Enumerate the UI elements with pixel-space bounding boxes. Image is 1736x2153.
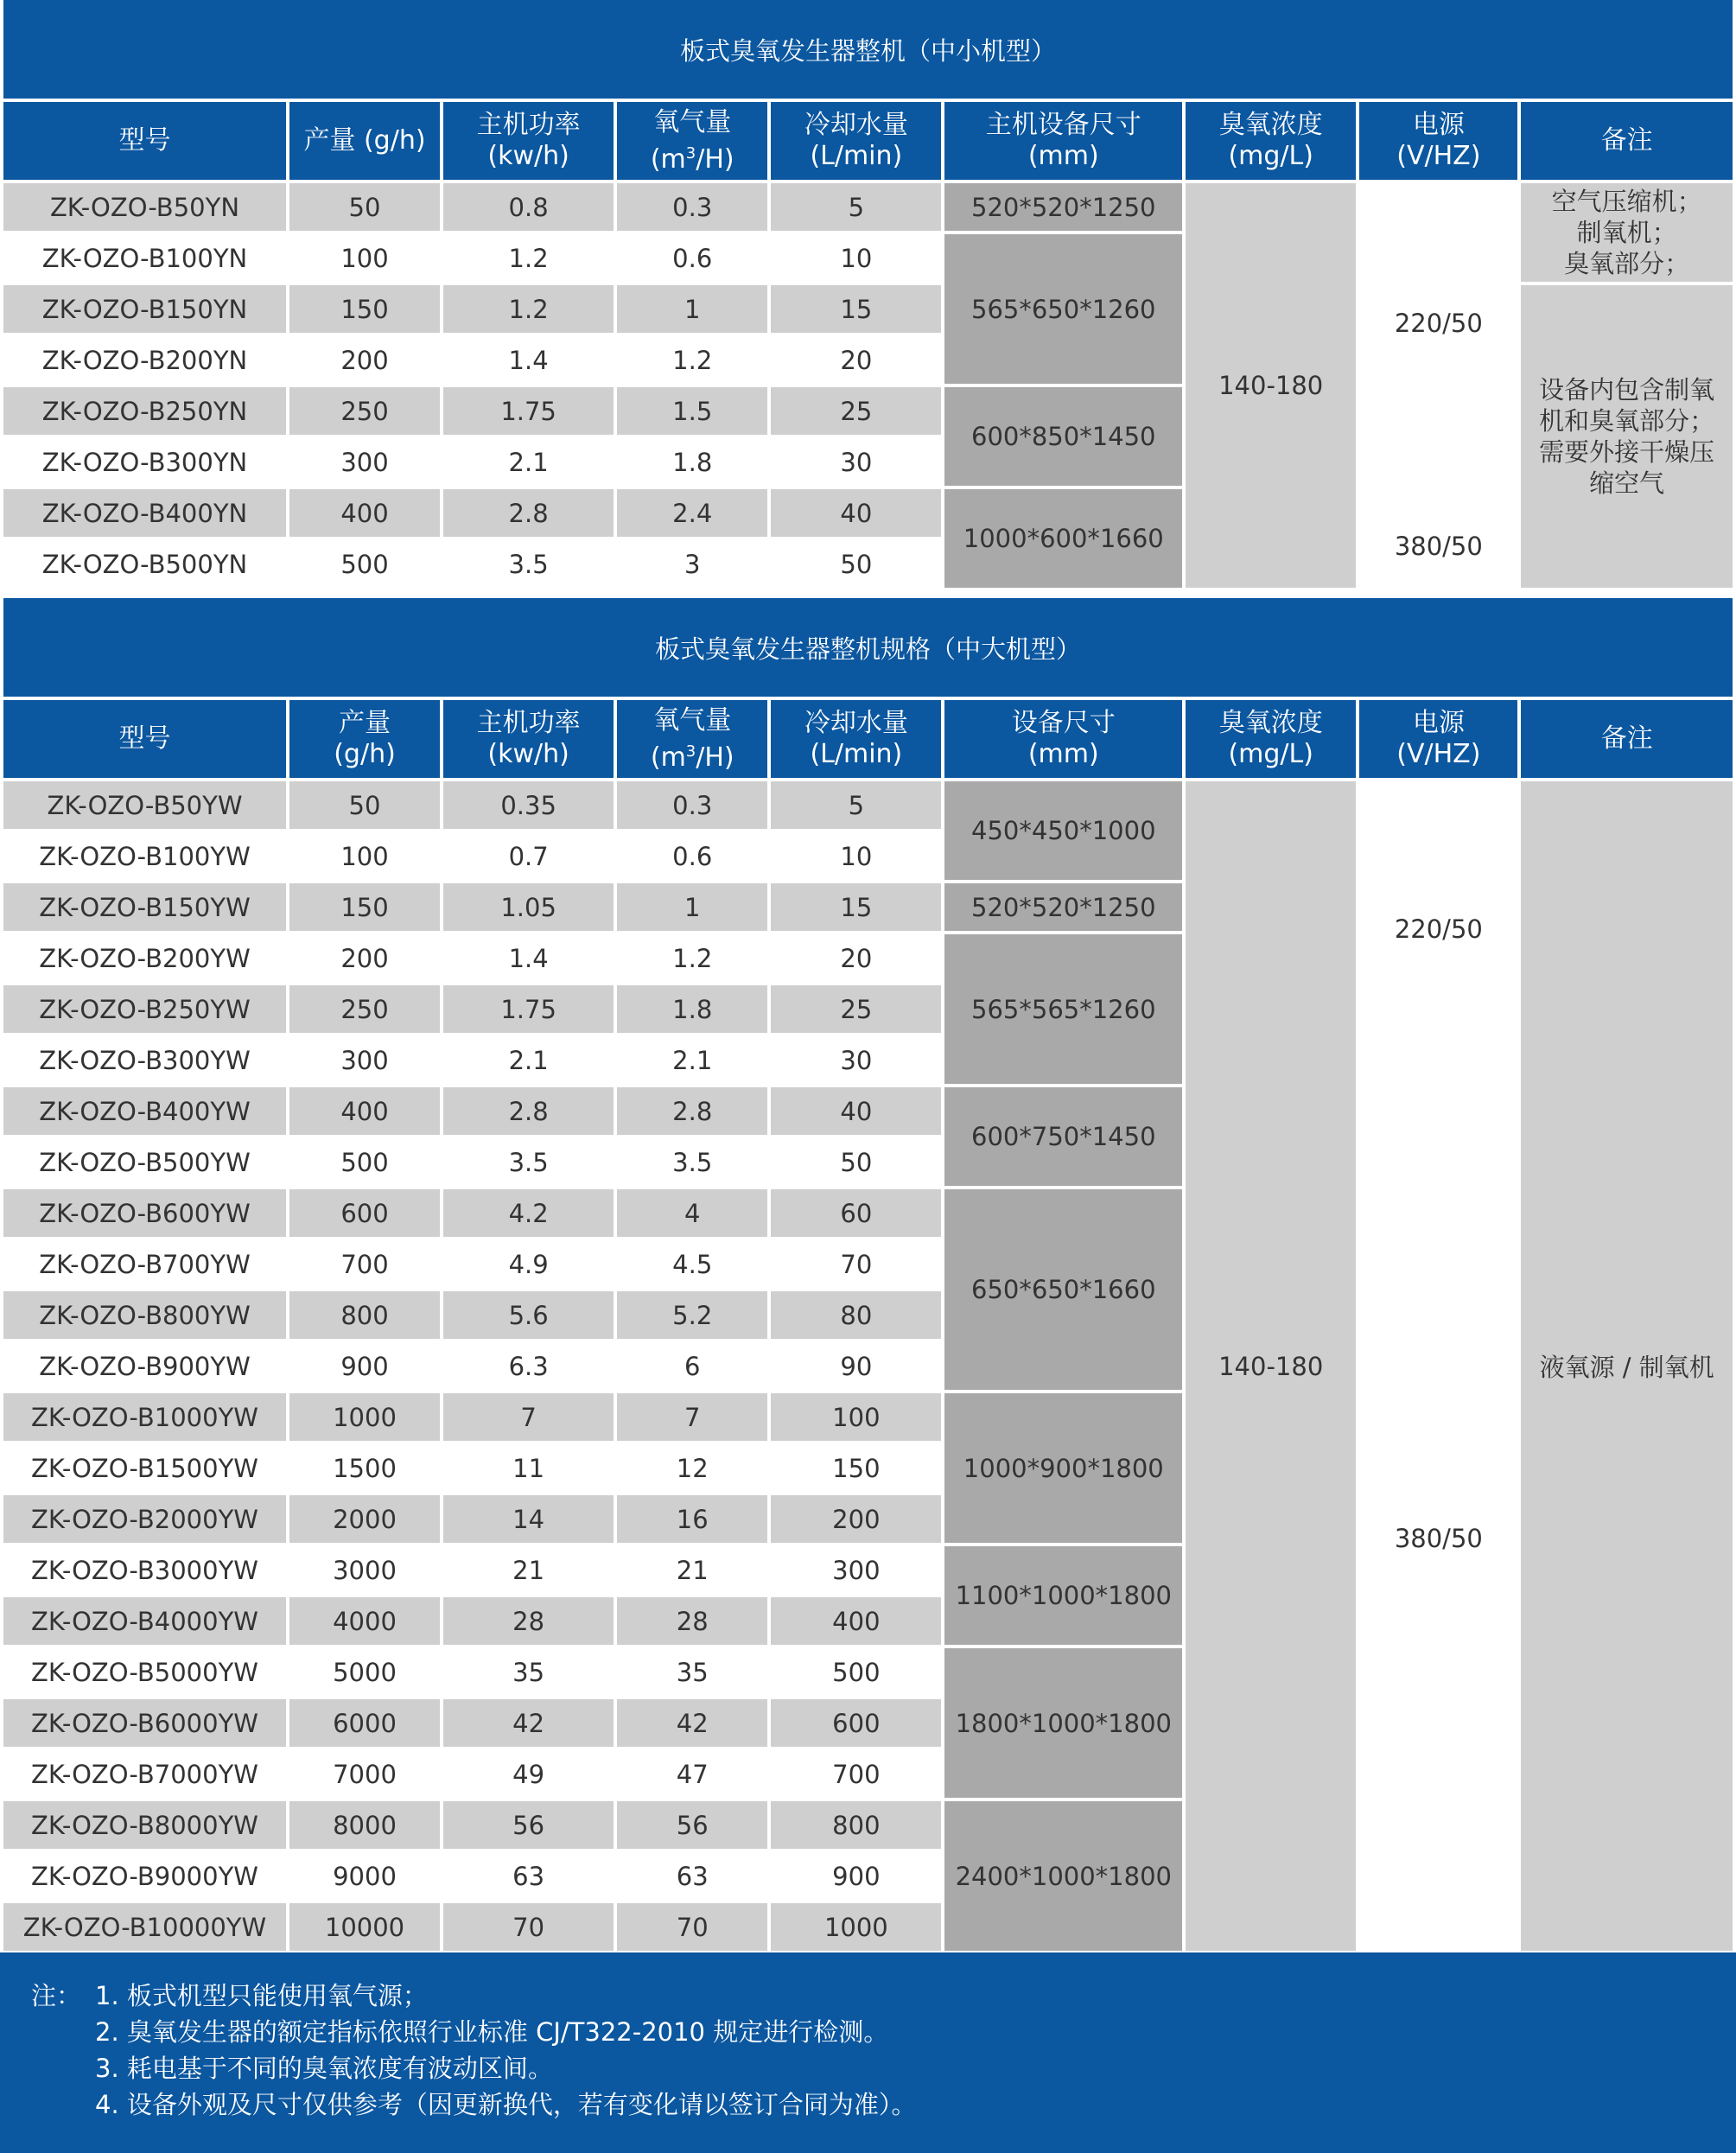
cell-power: 4.2 <box>443 1189 614 1237</box>
note-line: 4. 设备外观及尺寸仅供参考（因更新换代，若有变化请以签订合同为准）。 <box>95 2090 917 2119</box>
cell-remark-1: 空气压缩机； 制氧机； 臭氧部分； <box>1521 183 1733 282</box>
cell-oxygen: 16 <box>617 1495 767 1543</box>
cell-cooling: 10 <box>771 832 941 880</box>
cell-output: 250 <box>289 387 440 435</box>
cell-power: 2.8 <box>443 489 614 537</box>
cell-output: 100 <box>289 832 440 880</box>
cell-output: 2000 <box>289 1495 440 1543</box>
note-line: 1. 板式机型只能使用氧气源； <box>95 1981 428 2010</box>
cell-power: 1.05 <box>443 883 614 931</box>
cell-power: 2.1 <box>443 1036 614 1084</box>
cell-oxygen: 1.2 <box>617 336 767 384</box>
cell-model: ZK-OZO-B9000YW <box>3 1852 286 1900</box>
col-header-concentration: 臭氧浓度 (mg/L) <box>1186 700 1356 778</box>
cell-model: ZK-OZO-B800YW <box>3 1291 286 1339</box>
cell-oxygen: 0.3 <box>617 781 767 829</box>
cell-model: ZK-OZO-B1500YW <box>3 1444 286 1492</box>
cell-oxygen: 3 <box>617 540 767 588</box>
cell-model: ZK-OZO-B250YW <box>3 985 286 1033</box>
cell-power: 0.8 <box>443 183 614 231</box>
col-header-cooling: 冷却水量 (L/min) <box>771 102 941 180</box>
cell-model: ZK-OZO-B200YW <box>3 934 286 982</box>
cell-model: ZK-OZO-B200YN <box>3 336 286 384</box>
spec-table-small <box>0 0 1736 591</box>
cell-power: 7 <box>443 1393 614 1441</box>
table-title: 板式臭氧发生器整机（中小机型） <box>3 0 1733 99</box>
cell-power: 1.75 <box>443 387 614 435</box>
cell-output: 7000 <box>289 1750 440 1798</box>
power-380: 380/50 <box>1394 532 1483 561</box>
cell-model: ZK-OZO-B300YN <box>3 438 286 486</box>
cell-cooling: 5 <box>771 781 941 829</box>
cell-oxygen: 21 <box>617 1546 767 1594</box>
cell-output: 1000 <box>289 1393 440 1441</box>
cell-cooling: 500 <box>771 1648 941 1696</box>
cell-output: 700 <box>289 1240 440 1288</box>
cell-power: 2.1 <box>443 438 614 486</box>
cell-cooling: 15 <box>771 883 941 931</box>
cell-cooling: 400 <box>771 1597 941 1645</box>
cell-cooling: 60 <box>771 1189 941 1237</box>
cell-output: 250 <box>289 985 440 1033</box>
cell-cooling: 600 <box>771 1699 941 1747</box>
cell-model: ZK-OZO-B4000YW <box>3 1597 286 1645</box>
cell-output: 200 <box>289 336 440 384</box>
cell-oxygen: 7 <box>617 1393 767 1441</box>
cell-size: 565*650*1260 <box>944 234 1182 384</box>
cell-oxygen: 2.1 <box>617 1036 767 1084</box>
cell-output: 400 <box>289 489 440 537</box>
col-header-remark: 备注 <box>1521 700 1733 778</box>
cell-power: 1.4 <box>443 934 614 982</box>
table-row <box>3 781 1733 829</box>
cell-output: 8000 <box>289 1801 440 1849</box>
cell-size: 565*565*1260 <box>944 934 1182 1084</box>
cell-output: 100 <box>289 234 440 282</box>
cell-cooling: 40 <box>771 1087 941 1135</box>
cell-output: 200 <box>289 934 440 982</box>
cell-model: ZK-OZO-B50YN <box>3 183 286 231</box>
cell-cooling: 70 <box>771 1240 941 1288</box>
notes-panel <box>0 1952 1736 2153</box>
cell-cooling: 5 <box>771 183 941 231</box>
cell-cooling: 200 <box>771 1495 941 1543</box>
cell-oxygen: 12 <box>617 1444 767 1492</box>
cell-model: ZK-OZO-B900YW <box>3 1342 286 1390</box>
cell-output: 600 <box>289 1189 440 1237</box>
cell-power-source <box>1359 183 1517 588</box>
cell-cooling: 30 <box>771 438 941 486</box>
cell-oxygen: 1 <box>617 285 767 333</box>
cell-power: 63 <box>443 1852 614 1900</box>
cell-oxygen: 0.3 <box>617 183 767 231</box>
cell-output: 6000 <box>289 1699 440 1747</box>
col-header-size: 设备尺寸 (mm) <box>944 700 1182 778</box>
cell-cooling: 25 <box>771 985 941 1033</box>
cell-oxygen: 35 <box>617 1648 767 1696</box>
cell-size: 2400*1000*1800 <box>944 1801 1182 1951</box>
cell-power: 4.9 <box>443 1240 614 1288</box>
cell-power: 3.5 <box>443 1138 614 1186</box>
cell-power: 70 <box>443 1903 614 1951</box>
cell-concentration: 140-180 <box>1186 781 1356 1951</box>
col-header-output: 产量 (g/h) <box>289 700 440 778</box>
cell-oxygen: 0.6 <box>617 234 767 282</box>
cell-model: ZK-OZO-B5000YW <box>3 1648 286 1696</box>
cell-cooling: 90 <box>771 1342 941 1390</box>
cell-model: ZK-OZO-B100YN <box>3 234 286 282</box>
cell-model: ZK-OZO-B10000YW <box>3 1903 286 1951</box>
col-header-oxygen: 氧气量 $(m^3/H)$ <box>617 102 767 180</box>
cell-power: 3.5 <box>443 540 614 588</box>
cell-power: 11 <box>443 1444 614 1492</box>
cell-output: 9000 <box>289 1852 440 1900</box>
cell-oxygen: 63 <box>617 1852 767 1900</box>
cell-size: 600*850*1450 <box>944 387 1182 486</box>
cell-cooling: 15 <box>771 285 941 333</box>
cell-oxygen: 1 <box>617 883 767 931</box>
cell-output: 500 <box>289 540 440 588</box>
cell-oxygen: 1.8 <box>617 438 767 486</box>
cell-model: ZK-OZO-B100YW <box>3 832 286 880</box>
spec-table-large <box>0 595 1736 1954</box>
cell-oxygen: 28 <box>617 1597 767 1645</box>
col-header-concentration: 臭氧浓度 (mg/L) <box>1186 102 1356 180</box>
cell-power: 28 <box>443 1597 614 1645</box>
cell-size: 450*450*1000 <box>944 781 1182 880</box>
cell-oxygen: 42 <box>617 1699 767 1747</box>
table-title: 板式臭氧发生器整机规格（中大机型） <box>3 598 1733 697</box>
cell-model: ZK-OZO-B500YN <box>3 540 286 588</box>
cell-model: ZK-OZO-B8000YW <box>3 1801 286 1849</box>
cell-oxygen: 4 <box>617 1189 767 1237</box>
cell-model: ZK-OZO-B300YW <box>3 1036 286 1084</box>
col-header-remark: 备注 <box>1521 102 1733 180</box>
col-header-power-source: 电源 (V/HZ) <box>1359 700 1517 778</box>
cell-cooling: 30 <box>771 1036 941 1084</box>
cell-output: 150 <box>289 285 440 333</box>
cell-oxygen: 1.2 <box>617 934 767 982</box>
cell-model: ZK-OZO-B250YN <box>3 387 286 435</box>
cell-oxygen: 70 <box>617 1903 767 1951</box>
power-220: 220/50 <box>1394 914 1483 944</box>
power-380: 380/50 <box>1394 1524 1483 1553</box>
note-line: 2. 臭氧发生器的额定指标依照行业标准 CJ/T322-2010 规定进行检测。 <box>95 2017 889 2047</box>
cell-output: 10000 <box>289 1903 440 1951</box>
cell-cooling: 80 <box>771 1291 941 1339</box>
cell-model: ZK-OZO-B1000YW <box>3 1393 286 1441</box>
cell-output: 3000 <box>289 1546 440 1594</box>
notes-label: 注： <box>31 1981 82 2010</box>
cell-model: ZK-OZO-B3000YW <box>3 1546 286 1594</box>
cell-output: 50 <box>289 781 440 829</box>
cell-output: 50 <box>289 183 440 231</box>
cell-size: 520*520*1250 <box>944 183 1182 231</box>
cell-power: 6.3 <box>443 1342 614 1390</box>
cell-power: 42 <box>443 1699 614 1747</box>
cell-cooling: 20 <box>771 336 941 384</box>
cell-size: 600*750*1450 <box>944 1087 1182 1186</box>
cell-cooling: 150 <box>771 1444 941 1492</box>
cell-cooling: 100 <box>771 1393 941 1441</box>
cell-cooling: 700 <box>771 1750 941 1798</box>
cell-power: 0.35 <box>443 781 614 829</box>
cell-output: 1500 <box>289 1444 440 1492</box>
cell-oxygen: 2.8 <box>617 1087 767 1135</box>
cell-oxygen: 1.8 <box>617 985 767 1033</box>
cell-output: 300 <box>289 1036 440 1084</box>
cell-model: ZK-OZO-B400YN <box>3 489 286 537</box>
cell-output: 150 <box>289 883 440 931</box>
cell-output: 5000 <box>289 1648 440 1696</box>
cell-power: 21 <box>443 1546 614 1594</box>
cell-model: ZK-OZO-B600YW <box>3 1189 286 1237</box>
power-220: 220/50 <box>1394 309 1483 338</box>
cell-model: ZK-OZO-B500YW <box>3 1138 286 1186</box>
cell-power: 35 <box>443 1648 614 1696</box>
cell-output: 300 <box>289 438 440 486</box>
cell-size: 1800*1000*1800 <box>944 1648 1182 1798</box>
cell-model: ZK-OZO-B50YW <box>3 781 286 829</box>
cell-size: 520*520*1250 <box>944 883 1182 931</box>
cell-power: 0.7 <box>443 832 614 880</box>
cell-model: ZK-OZO-B700YW <box>3 1240 286 1288</box>
cell-model: ZK-OZO-B2000YW <box>3 1495 286 1543</box>
col-header-model: 型号 <box>3 102 286 180</box>
cell-size: 1000*600*1660 <box>944 489 1182 588</box>
col-header-cooling: 冷却水量 (L/min) <box>771 700 941 778</box>
cell-cooling: 800 <box>771 1801 941 1849</box>
cell-cooling: 1000 <box>771 1903 941 1951</box>
cell-oxygen: 6 <box>617 1342 767 1390</box>
cell-cooling: 300 <box>771 1546 941 1594</box>
cell-power: 1.4 <box>443 336 614 384</box>
cell-cooling: 50 <box>771 1138 941 1186</box>
cell-model: ZK-OZO-B6000YW <box>3 1699 286 1747</box>
note-line: 3. 耗电基于不同的臭氧浓度有波动区间。 <box>95 2054 553 2083</box>
col-header-size: 主机设备尺寸 (mm) <box>944 102 1182 180</box>
cell-size: 1000*900*1800 <box>944 1393 1182 1543</box>
cell-oxygen: 4.5 <box>617 1240 767 1288</box>
cell-model: ZK-OZO-B7000YW <box>3 1750 286 1798</box>
cell-model: ZK-OZO-B150YW <box>3 883 286 931</box>
col-header-power: 主机功率 (kw/h) <box>443 102 614 180</box>
cell-power-source <box>1359 781 1517 1951</box>
cell-output: 400 <box>289 1087 440 1135</box>
cell-output: 900 <box>289 1342 440 1390</box>
cell-cooling: 900 <box>771 1852 941 1900</box>
col-header-power: 主机功率 (kw/h) <box>443 700 614 778</box>
table-row <box>3 183 1733 231</box>
cell-power: 1.2 <box>443 234 614 282</box>
cell-cooling: 20 <box>771 934 941 982</box>
cell-oxygen: 5.2 <box>617 1291 767 1339</box>
cell-cooling: 40 <box>771 489 941 537</box>
cell-power: 5.6 <box>443 1291 614 1339</box>
cell-oxygen: 1.5 <box>617 387 767 435</box>
cell-output: 4000 <box>289 1597 440 1645</box>
cell-oxygen: 2.4 <box>617 489 767 537</box>
cell-power: 14 <box>443 1495 614 1543</box>
cell-model: ZK-OZO-B150YN <box>3 285 286 333</box>
cell-oxygen: 56 <box>617 1801 767 1849</box>
cell-cooling: 10 <box>771 234 941 282</box>
col-header-power-source: 电源 (V/HZ) <box>1359 102 1517 180</box>
col-header-model: 型号 <box>3 700 286 778</box>
cell-oxygen: 3.5 <box>617 1138 767 1186</box>
cell-remark-2: 设备内包含制氧 机和臭氧部分； 需要外接干燥压 缩空气 <box>1521 285 1733 588</box>
cell-model: ZK-OZO-B400YW <box>3 1087 286 1135</box>
cell-oxygen: 47 <box>617 1750 767 1798</box>
cell-power: 2.8 <box>443 1087 614 1135</box>
cell-power: 1.75 <box>443 985 614 1033</box>
col-header-output: 产量 (g/h) <box>289 102 440 180</box>
cell-output: 800 <box>289 1291 440 1339</box>
cell-power: 49 <box>443 1750 614 1798</box>
cell-size: 1100*1000*1800 <box>944 1546 1182 1645</box>
cell-oxygen: 0.6 <box>617 832 767 880</box>
cell-concentration: 140-180 <box>1186 183 1356 588</box>
cell-size: 650*650*1660 <box>944 1189 1182 1390</box>
cell-cooling: 50 <box>771 540 941 588</box>
cell-cooling: 25 <box>771 387 941 435</box>
cell-output: 500 <box>289 1138 440 1186</box>
cell-power: 1.2 <box>443 285 614 333</box>
cell-remark: 液氧源 / 制氧机 <box>1521 781 1733 1951</box>
cell-power: 56 <box>443 1801 614 1849</box>
col-header-oxygen: 氧气量 $(m^3/H)$ <box>617 700 767 778</box>
